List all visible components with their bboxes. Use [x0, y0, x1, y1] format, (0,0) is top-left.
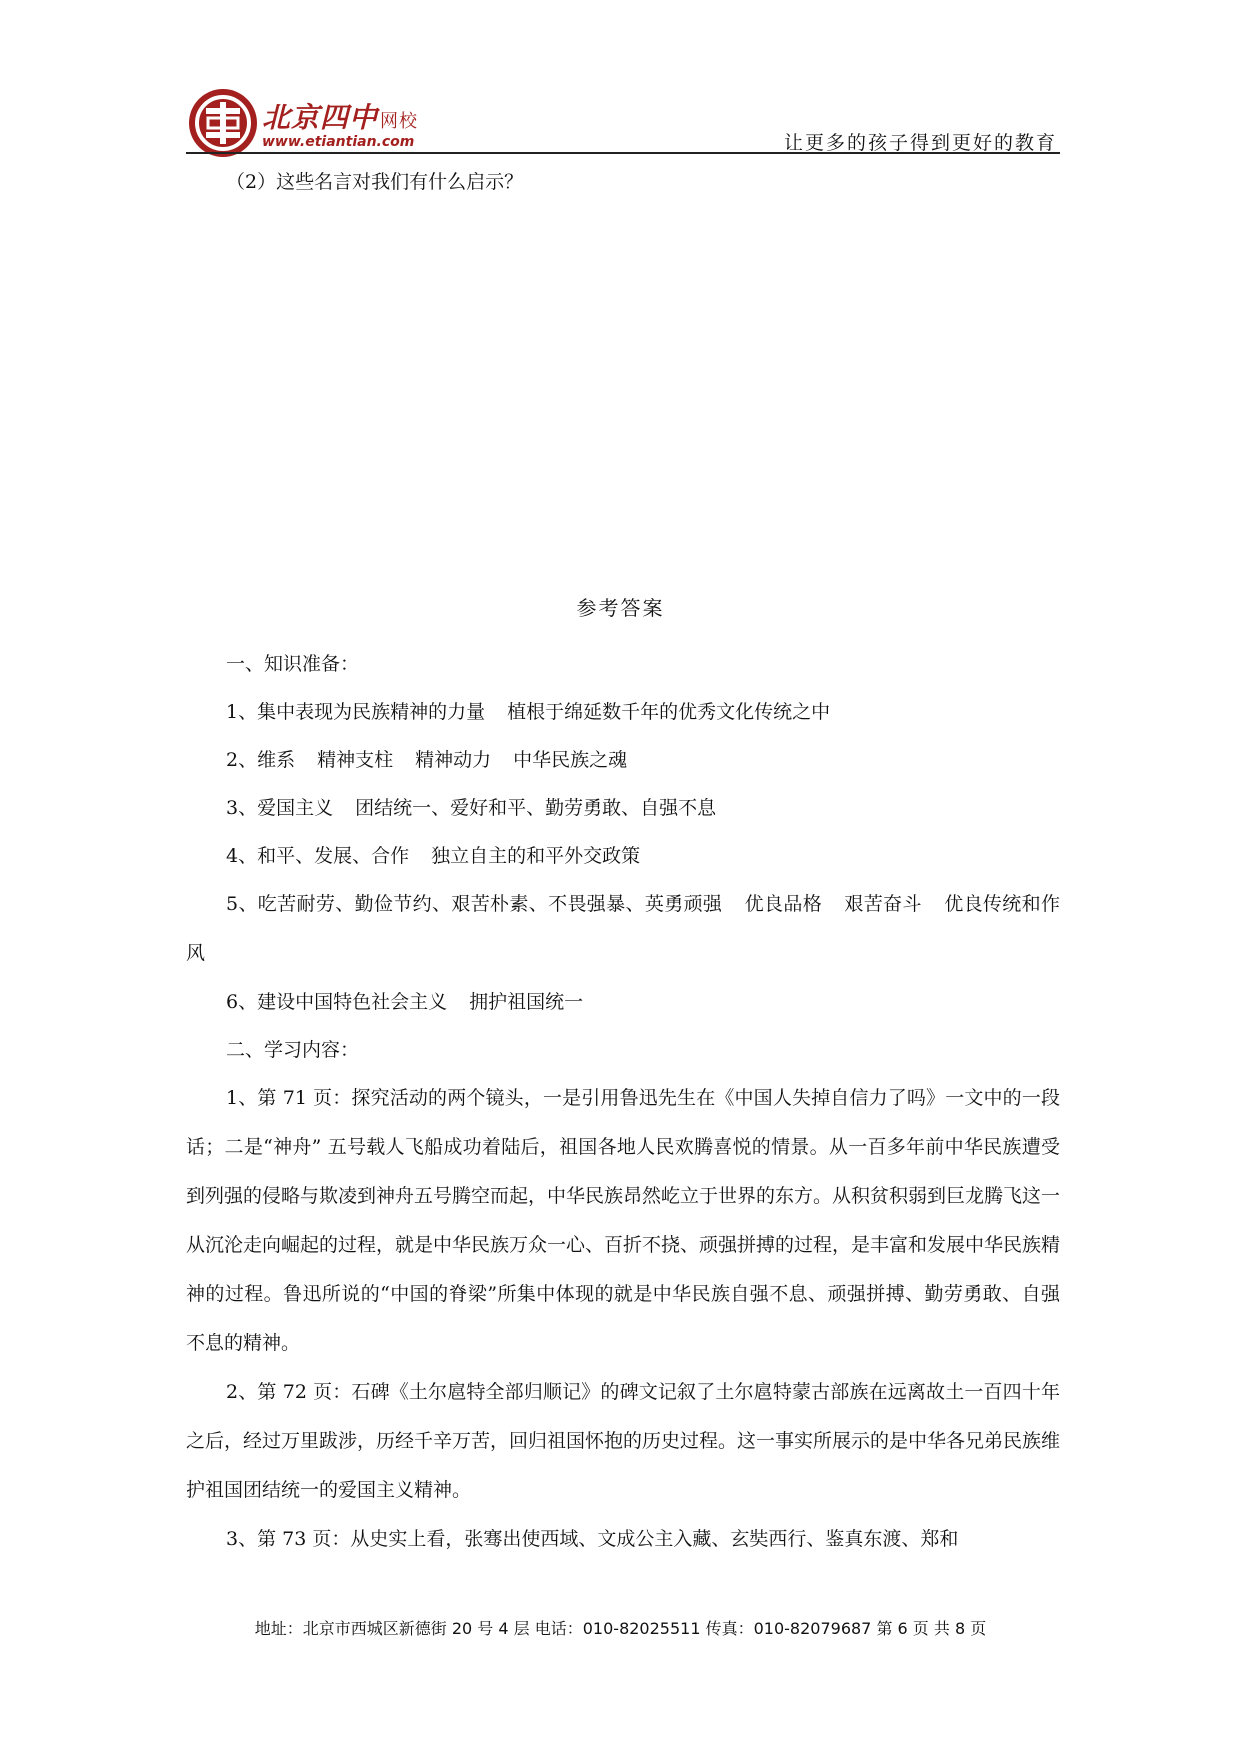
- address-label: 地址：: [254, 1619, 303, 1638]
- fax-label: 传真：: [705, 1619, 754, 1638]
- phone-label: 电话：: [534, 1619, 583, 1638]
- fax: 010-82079687: [753, 1619, 872, 1638]
- answers-title: 参考答案: [576, 596, 665, 620]
- phone: 010-82025511: [582, 1619, 701, 1638]
- page-footer: [0, 1616, 1241, 1639]
- slogan: 让更多的孩子得到更好的教育: [783, 132, 1057, 154]
- answer-item: 4、和平、发展、合作 独立自主的和平外交政策: [226, 845, 641, 867]
- page-info: 第 6 页 共 8 页: [876, 1619, 987, 1638]
- answer-item: 1、集中表现为民族精神的力量 植根于绵延数千年的优秀文化传统之中: [226, 701, 831, 723]
- answer-item: 2、维系 精神支柱 精神动力 中华民族之魂: [226, 749, 628, 771]
- section-heading: 一、知识准备：: [226, 653, 360, 675]
- brand-url: www.etiantian.com: [262, 134, 415, 150]
- answer-item: 6、建设中国特色社会主义 拥护祖国统一: [226, 991, 584, 1013]
- answer-paragraph: 3、第 73 页：从史实上看，张骞出使西域、文成公主入藏、玄奘西行、鉴真东渡、郑和: [226, 1528, 959, 1550]
- school-seal-icon: [186, 86, 260, 160]
- brand-suffix: 网校: [380, 111, 419, 132]
- answer-paragraph: 1、第 71 页：探究活动的两个镜头，一是引用鲁迅先生在《中国人失掉自信力了吗》一文中的一段话；二是“神舟” 五号载人飞船成功着陆后，祖国各地人民欢腾喜悦的情景。从一百多年前中华民族遭受到列强的侵略与欺凌到神舟五号腾空而起，中华民族昂然屹立于世界的东方。从积贫积弱到巨龙腾飞这一从沉沦走向崛起的过程，就是中华民族万众一心、百折不挠、顽强拼搏的过程，是丰富和发展中华民族精神的过程。鲁迅所说的“中国的脊梁”所集中体现的就是中华民族自强不息、顽强拼搏、勤劳勇敢、自强不息的精神。: [186, 1087, 1061, 1354]
- section-heading: 二、学习内容：: [226, 1039, 360, 1061]
- answers-body: [186, 640, 1060, 1564]
- page-header: [0, 0, 1241, 160]
- header-divider: [186, 152, 1060, 154]
- brand-name: 北京四中: [262, 101, 379, 134]
- answer-paragraph: 2、第 72 页：石碑《土尔扈特全部归顺记》的碑文记叙了土尔扈特蒙古部族在远离故土一百四十年之后，经过万里跋涉，历经千辛万苦，回归祖国怀抱的历史过程。这一事实所展示的是中华各兄弟民族维护祖国团结统一的爱国主义精神。: [186, 1381, 1061, 1501]
- question-text: （2）这些名言对我们有什么启示？: [226, 171, 524, 193]
- answer-item: 5、吃苦耐劳、勤俭节约、艰苦朴素、不畏强暴、英勇顽强 优良品格 艰苦奋斗 优良传统和作风: [186, 893, 1060, 964]
- answer-item: 3、爱国主义 团结统一、爱好和平、勤劳勇敢、自强不息: [226, 797, 717, 819]
- address: 北京市西城区新德街 20 号 4 层: [302, 1619, 530, 1638]
- brand: [262, 96, 418, 150]
